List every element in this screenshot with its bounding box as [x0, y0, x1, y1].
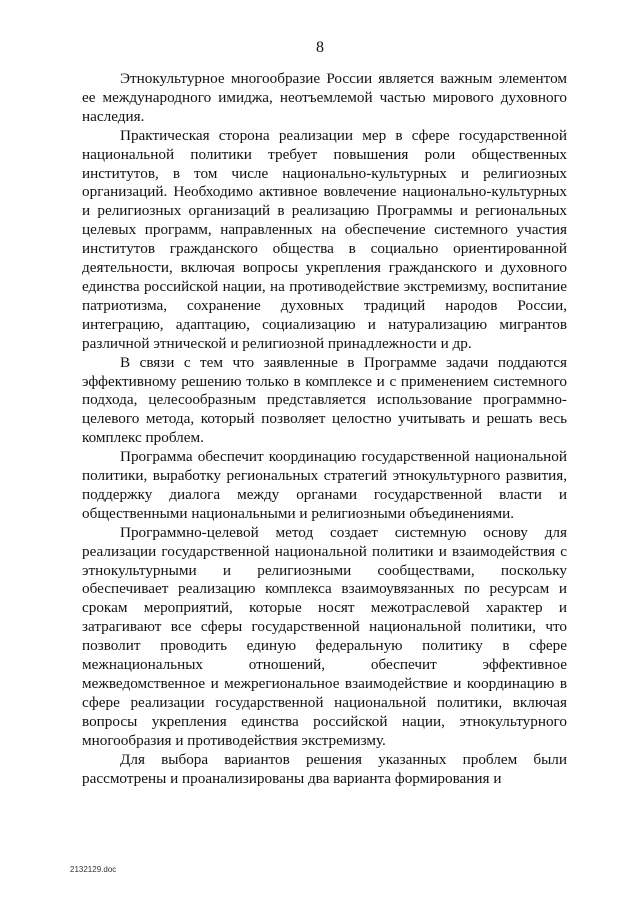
document-body: [82, 70, 567, 788]
page-number: 8: [316, 39, 324, 56]
paragraph-6: Для выбора вариантов решения указанных проблем были рассмотрены и проанализированы два варианта формирования и: [82, 750, 567, 787]
footer-filename: 2132129.doc: [70, 865, 117, 874]
paragraph-3: В связи с тем что заявленные в Программе задачи поддаются эффективному решению только в комплексе и с применением системного подхода, целесообразным представляется использование программно-целевого метода, который позволяет целостно учитывать и решать весь комплекс проблем.: [82, 353, 567, 447]
paragraph-1: Этнокультурное многообразие России является важным элементом ее международного имиджа, неотъемлемой частью мирового духовного наследия.: [82, 70, 567, 125]
paragraph-2: Практическая сторона реализации мер в сфере государственной национальной политики требует повышения роли общественных институтов, в том числе национально-культурных и религиозных организаций. Необходимо активное вовлечение национально-культурных и религиозных организаций в реализацию Программы и региональных целевых программ, направленных на обеспечение системного участия институтов гражданского общества в социально ориентированной деятельности, включая вопросы укрепления гражданского и духовного единства российской нации, на противодействие экстремизму, воспитание патриотизма, сохранение духовных традиций народов России, интеграцию, адаптацию, социализацию и натурализацию мигрантов различной этнической и религиозной принадлежности и др.: [82, 126, 567, 352]
paragraph-5: Программно-целевой метод создает системную основу для реализации государственной национальной политики и взаимодействия с этнокультурными и религиозными сообществами, поскольку обеспечивает реализацию комплекса взаимоувязанных по ресурсам и срокам мероприятий, которые носят межотраслевой характер и затрагивают все сферы государственной национальной политики, что позволит проводить единую федеральную политику в сфере межнациональных отношений, обеспечит эффективное межведомственное и межрегиональное взаимодействие и координацию в сфере реализации государственной национальной политики, включая вопросы укрепления единства российской нации, этнокультурного многообразия и противодействия экстремизму.: [82, 523, 567, 749]
paragraph-4: Программа обеспечит координацию государственной национальной политики, выработку региональных стратегий этнокультурного развития, поддержку диалога между органами государственной власти и общественными национальными и религиозными объединениями.: [82, 448, 567, 522]
